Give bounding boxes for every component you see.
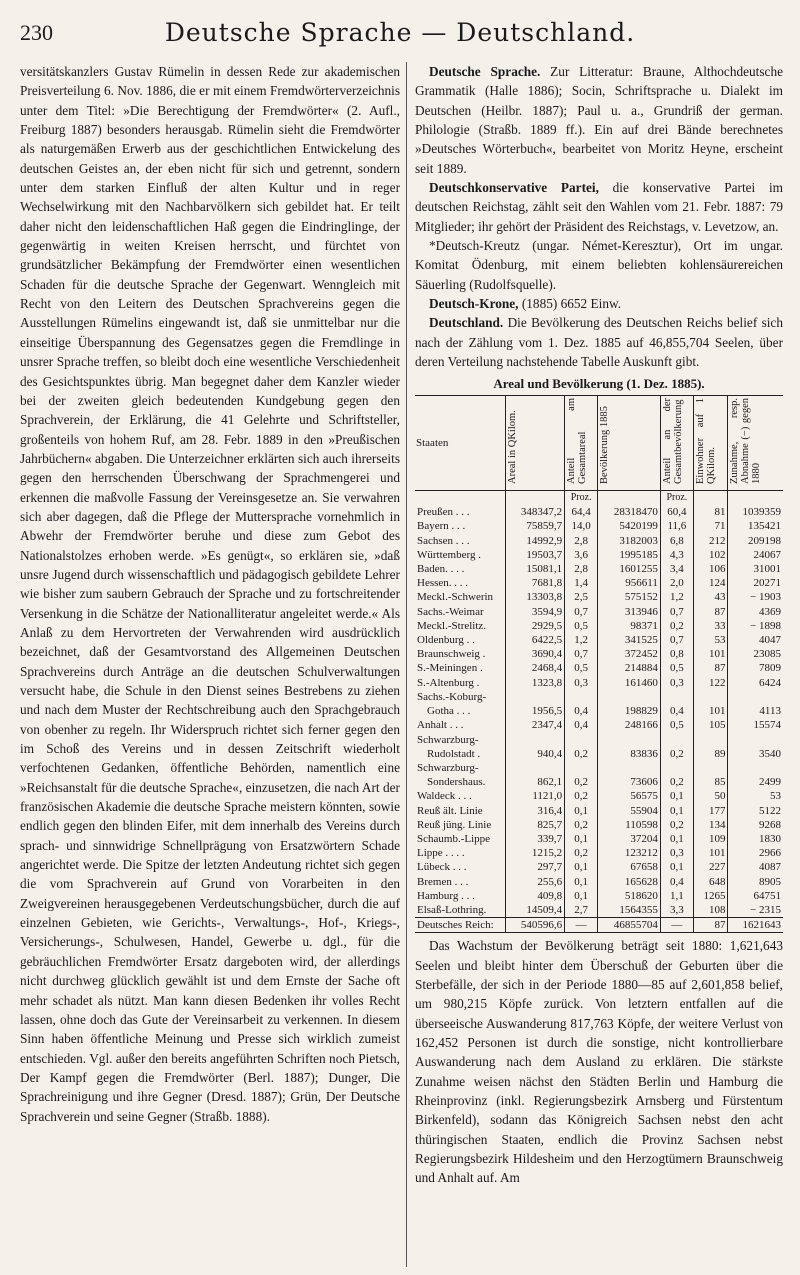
- table-cell: 31001: [728, 562, 783, 576]
- table-cell: 101: [693, 846, 728, 860]
- state-name-cell: Sachs.-Koburg-: [417, 690, 487, 703]
- table-cell: 0,3: [565, 676, 598, 690]
- table-cell: 106: [693, 562, 728, 576]
- col-header-zunahme: [728, 395, 783, 490]
- table-cell: 0,3: [660, 676, 693, 690]
- table-cell: 3690,4: [506, 647, 565, 661]
- table-cell: 214884: [598, 661, 661, 675]
- table-cell: 56575: [598, 789, 661, 803]
- table-cell: 3,6: [565, 548, 598, 562]
- table-cell: 2347,4: [506, 718, 565, 732]
- table-cell: 297,7: [506, 860, 565, 874]
- table-cell: 0,7: [660, 605, 693, 619]
- table-cell: 15574: [728, 718, 783, 732]
- page-header: [20, 14, 780, 54]
- state-name-cell: Schwarzburg-: [417, 733, 479, 746]
- table-cell: [728, 761, 783, 775]
- table-cell: [415, 491, 506, 506]
- table-cell: 53: [693, 633, 728, 647]
- table-cell: 1,1: [660, 889, 693, 903]
- table-row: [415, 718, 783, 732]
- table-cell: 209198: [728, 534, 783, 548]
- table-row: [415, 875, 783, 889]
- table-row: [415, 548, 783, 562]
- table-cell: 87: [693, 661, 728, 675]
- table-row: [415, 832, 783, 846]
- table-cell: Proz.: [565, 491, 598, 506]
- table-cell: 4369: [728, 605, 783, 619]
- state-name-cell: Schwarzburg-: [417, 761, 479, 774]
- table-cell: —: [565, 918, 598, 933]
- table-cell: 0,2: [660, 818, 693, 832]
- table-cell: 0,7: [660, 633, 693, 647]
- table-cell: 1,2: [660, 590, 693, 604]
- table-cell: 0,1: [565, 804, 598, 818]
- header-text: Bevölkerung 1885: [599, 405, 611, 484]
- state-name-cell: Deutsches Reich:: [415, 918, 506, 933]
- table-cell: 53: [728, 789, 783, 803]
- entry-deutsch-kreutz: [415, 236, 783, 294]
- table-cell: [598, 733, 661, 747]
- table-cell: 6424: [728, 676, 783, 690]
- table-cell: [506, 690, 565, 704]
- table-cell: 135421: [728, 519, 783, 533]
- entry-text: die konservative Partei im deutschen Reichstag, zählt seit den Wahlen vom 21. Febr. 1887: 79 Mitglieder; ihr gehört der Präsident des Reichstags, v. Levetzow, an.: [415, 180, 783, 234]
- table-cell: 87: [693, 918, 728, 933]
- table-row: [415, 761, 783, 775]
- table-row: [415, 519, 783, 533]
- column-divider: [406, 62, 407, 1267]
- table-cell: [693, 761, 728, 775]
- entry-deutschkonservative-partei: [415, 178, 783, 236]
- table-cell: 33: [693, 619, 728, 633]
- entry-text: (1885) 6652 Einw.: [518, 296, 622, 312]
- table-cell: 2,8: [565, 534, 598, 548]
- table-cell: 1601255: [598, 562, 661, 576]
- entry-head: Deutsch-Krone,: [429, 296, 519, 312]
- table-cell: 85: [693, 775, 728, 789]
- table-cell: 123212: [598, 846, 661, 860]
- entry-head: Deutschkonservative Partei,: [429, 180, 599, 196]
- table-cell: 1564355: [598, 903, 661, 918]
- entry-text: Die Bevölkerung des Deutschen Reichs belief sich nach der Zählung vom 1. Dez. 1885 auf 46,855,704 Seelen, über deren Verteilung nachstehende Tabelle Auskunft gibt.: [415, 315, 783, 370]
- entry-head: *Deutsch-Kreutz: [429, 238, 520, 254]
- table-cell: Proz.: [660, 491, 693, 506]
- table-cell: 1830: [728, 832, 783, 846]
- table-cell: 109: [693, 832, 728, 846]
- table-cell: [728, 491, 783, 506]
- table-cell: 89: [693, 747, 728, 761]
- table-cell: 19503,7: [506, 548, 565, 562]
- table-cell: 43: [693, 590, 728, 604]
- table-cell: 2,8: [565, 562, 598, 576]
- table-row: [415, 818, 783, 832]
- table-cell: 14992,9: [506, 534, 565, 548]
- state-name-cell: S.-Altenburg .: [417, 676, 480, 689]
- state-name-cell: Meckl.-Schwerin: [417, 591, 494, 604]
- table-row: [415, 804, 783, 818]
- table-cell: 4087: [728, 860, 783, 874]
- table-cell: [693, 690, 728, 704]
- table-cell: 227: [693, 860, 728, 874]
- state-name-cell: Braunschweig .: [417, 648, 486, 661]
- state-name-cell: Bayern . . .: [417, 520, 466, 533]
- table-cell: 0,1: [565, 889, 598, 903]
- table-cell: 15081,1: [506, 562, 565, 576]
- table-cell: 212: [693, 534, 728, 548]
- table-row: [415, 562, 783, 576]
- entry-deutschland: [415, 313, 783, 371]
- table-cell: 1215,2: [506, 846, 565, 860]
- table-cell: 105: [693, 718, 728, 732]
- table-cell: − 1903: [728, 590, 783, 604]
- table-cell: 0,2: [660, 775, 693, 789]
- table-cell: − 2315: [728, 903, 783, 918]
- page-number: 230: [20, 20, 53, 45]
- table-cell: 3,3: [660, 903, 693, 918]
- table-cell: 14509,4: [506, 903, 565, 918]
- table-cell: 87: [693, 605, 728, 619]
- state-name-cell: Reuß ält. Linie: [417, 804, 483, 817]
- table-row: [415, 860, 783, 874]
- col-header-einwohner: [693, 395, 728, 490]
- table-cell: 4113: [728, 704, 783, 718]
- table-cell: 28318470: [598, 505, 661, 519]
- table-cell: 83836: [598, 747, 661, 761]
- unit-row: [415, 491, 783, 506]
- entry-head: Deutsche Sprache.: [429, 64, 541, 79]
- state-name-cell: Hamburg . . .: [417, 889, 475, 902]
- left-column: [20, 62, 400, 1267]
- entry-deutsche-sprache: [415, 62, 783, 178]
- state-name-cell: Baden. . . .: [417, 563, 465, 576]
- population-table: [415, 395, 783, 934]
- table-cell: 0,1: [565, 832, 598, 846]
- table-cell: 0,4: [565, 718, 598, 732]
- table-cell: [598, 491, 661, 506]
- table-cell: —: [660, 918, 693, 933]
- table-cell: 64,4: [565, 505, 598, 519]
- table-cell: [693, 491, 728, 506]
- table-row: [415, 576, 783, 590]
- table-cell: 0,4: [660, 704, 693, 718]
- state-name-cell: Hessen. . . .: [417, 577, 469, 590]
- table-cell: 0,7: [565, 605, 598, 619]
- table-row: [415, 619, 783, 633]
- table-cell: [728, 733, 783, 747]
- table-total-row: [415, 918, 783, 933]
- right-column: [415, 62, 783, 1267]
- table-cell: 60,4: [660, 505, 693, 519]
- state-name-cell: Waldeck . . .: [417, 790, 472, 803]
- table-cell: 0,5: [660, 661, 693, 675]
- table-cell: 161460: [598, 676, 661, 690]
- table-cell: [565, 733, 598, 747]
- running-title: Deutsche Sprache — Deutschland.: [164, 18, 636, 47]
- table-cell: 1265: [693, 889, 728, 903]
- table-cell: [506, 761, 565, 775]
- table-cell: 0,3: [660, 846, 693, 860]
- table-row: [415, 889, 783, 903]
- table-cell: 5420199: [598, 519, 661, 533]
- table-cell: 1956,5: [506, 704, 565, 718]
- table-cell: 0,1: [565, 860, 598, 874]
- table-cell: 0,2: [565, 818, 598, 832]
- table-row: [415, 505, 783, 519]
- state-name-cell: Lübeck . . .: [417, 861, 467, 874]
- table-cell: 0,2: [660, 747, 693, 761]
- col-header-anteil-areal: [565, 395, 598, 490]
- state-name-cell: Preußen . . .: [417, 506, 470, 519]
- table-cell: 0,2: [660, 619, 693, 633]
- table-cell: 0,5: [565, 619, 598, 633]
- state-name-cell: Oldenburg . .: [417, 634, 475, 647]
- table-cell: 648: [693, 875, 728, 889]
- col-header-areal: [506, 395, 565, 490]
- table-header-row: [415, 395, 783, 490]
- table-cell: 518620: [598, 889, 661, 903]
- col-header-bevoelkerung: [598, 395, 661, 490]
- table-cell: 2,0: [660, 576, 693, 590]
- entry-text: (ungar. Német-Keresztur), Ort im ungar. Komitat Ödenburg, mit einem beliebten kohlensäurereichen Säuerling (Rudolfsquelle).: [415, 238, 783, 292]
- table-cell: 540596,6: [506, 918, 565, 933]
- table-cell: 55904: [598, 804, 661, 818]
- table-cell: 0,8: [660, 647, 693, 661]
- table-cell: [693, 733, 728, 747]
- table-cell: 6422,5: [506, 633, 565, 647]
- table-row: [415, 605, 783, 619]
- state-name-cell: Reuß jüng. Linie: [417, 818, 492, 831]
- table-cell: 0,2: [565, 747, 598, 761]
- table-cell: 1323,8: [506, 676, 565, 690]
- table-cell: 3540: [728, 747, 783, 761]
- table-cell: 0,1: [660, 789, 693, 803]
- table-cell: 940,4: [506, 747, 565, 761]
- table-cell: 134: [693, 818, 728, 832]
- table-cell: 4,3: [660, 548, 693, 562]
- table-cell: 409,8: [506, 889, 565, 903]
- table-cell: 73606: [598, 775, 661, 789]
- table-cell: 1,4: [565, 576, 598, 590]
- table-cell: 348347,2: [506, 505, 565, 519]
- table-cell: 0,1: [565, 875, 598, 889]
- state-name-cell: Anhalt . . .: [417, 719, 464, 732]
- table-cell: 1621643: [728, 918, 783, 933]
- table-cell: 198829: [598, 704, 661, 718]
- table-cell: 101: [693, 704, 728, 718]
- table-cell: 341525: [598, 633, 661, 647]
- body-paragraph: versitätskanzlers Gustav Rümelin in dessen Rede zur akademischen Preisverteilung 6. Nov. 1886, die er mit einem Fremdwörterverzeichnis unter dem Titel: »Die Berechtigung der Fremdwörter« (2. Aufl., Freiburg 1887) besonders herausgab. Rümelin sieht die Fremdwörter als naturgemäßen Erwerb aus der geschichtlichen Entwickelung des deutschen Geistes an, der eben nicht für sich und getrennt, sondern unter dem starken Einfluß der alten Kultur und in reger Wechselwirkung mit den Nachbarvölkern sich gebildet hat. Er teilt daher nicht den leidenschaftlichen Haß gegen die Eindringlinge, der gegenwärtig in weiten Kreisen herrscht, und fürchtet von grundsätzlicher Bekämpfung der Fremdwörter einen wesentlichen Schaden für die deutsche Sprache der Gegenwart. Wenngleich mit Recht von den Leitern des Deutschen Sprachvereins gegen die Ausstellungen Rümelins eingewandt ist, daß sie unmittelbar nur die einseitige Überspannung des Gegensatzes gegen die Fremdlinge in unsrer Sprache treffen, so bleibt doch eine wesentliche Verschiedenheit des Gesichtspunktes übrig. Man begegnet daher dem Kanzler wieder bei der zweiten gleich bedeutenden Kundgebung gegen den Sprachverein, der Erklärung, die 41 Gelehrte und Schriftsteller, großenteils von hohem Ruf, am 28. Febr. 1889 in den »Preußischen Jahrbüchern« abgaben. Die Unterzeichner erklärten sich auch ihrerseits gegen den herrschenden Überschwang der Sprachmengerei und erkennen die maßvolle Fassung der Vereinsgesetze an. Sie verwahren sich aber dagegen, daß die Pflege der Muttersprache vornehmlich in Abwehr der Fremdwörter beruhe und diese zum Gebot des Nationalstolzes erhoben werde. »Es genügt«, so erklären sie, »daß unsre Jugend durch wissenschaftlich und pädagogisch gebildete Lehrer wie bisher zum saubern Gebrauch der Sprache und zu fortschreitender Versenkung in die Schätze der Nationalliteratur angeleitet werde.« Als Anlaß zu dem Hervortreten der Verwahrenden wird ausdrücklich bezeichnet, daß der Gesamtvorstand des Allgemeinen Deutschen Sprachvereins durch Anträge an die deutschen Schulverwaltungen versucht habe, die Schule in den Dienst seines Bestrebens zu ziehen und nach dem Muster der Rechtschreibung auch den Sprachgebrauch von obenher zu regeln. Ihr Widerspruch richtet sich ferner gegen den im Schoß des Vereins und in dessen Zeitschrift wiederholt verfochtenen Gedanken, öffentliche Behörden, namentlich eine »Reichsanstalt für die deutsche Sprache«, einzusetzen, die nach Art der französischen Akademie die deutsche Sprache meistern könnten, sowie endlich gegen den blinden Eifer, mit dem innerhalb des Vereins durch sprach- und sinnwidrige Schnellprägung von Ersatzwörtern Schade angerichtet werde. Die Spitze der letzten Andeutung richtet sich gegen die vom Sprachverein auf Grund von Vorarbeiten in den Zweigvereinen herausgegebenen Verdeutschungsbücher, durch die auf einzelnen Gebieten, wie Gerichts-, Verwaltungs-, Hof-, Kriegs-, Versicherungs-, Schulwesen, Handel, Gewerbe u. dgl., für die gebräuchlichen Fremdwörter Ersatz dargeboten wird, der allerdings nicht durchweg glücklich gewählt ist und dem Ernste der Sache oft mehr schadet als nützt. Man kann diesen Bedenken ihr volles Recht lassen, ohne doch das Gute der Vereinsarbeit zu verkennen. In diesem Sinn haben öffentliche Meinung und Presse sich wirklich zumeist entschieden. Vgl. außer den bereits angeführten Schriften noch Pietsch, Der Kampf gegen die Fremdwörter (Berl. 1887); Dunger, Die Sprachreinigung und ihre Gegner (Dresd. 1887); Grün, Der Deutsche Sprachverein und seine Gegner (Straßb. 1888).: [20, 64, 400, 1124]
- col-header-staaten: Staaten: [415, 395, 506, 490]
- table-row: [415, 846, 783, 860]
- table-cell: [506, 733, 565, 747]
- table-cell: 102: [693, 548, 728, 562]
- table-row: [415, 789, 783, 803]
- state-name-cell: Schaumb.-Lippe: [417, 832, 491, 845]
- table-cell: 67658: [598, 860, 661, 874]
- table-cell: 0,2: [565, 846, 598, 860]
- table-cell: 124: [693, 576, 728, 590]
- table-cell: 8905: [728, 875, 783, 889]
- table-row: [415, 590, 783, 604]
- table-row: [415, 661, 783, 675]
- table-cell: 2966: [728, 846, 783, 860]
- table-cell: 3,4: [660, 562, 693, 576]
- header-text: Areal in QKilom.: [507, 410, 518, 484]
- table-cell: 3182003: [598, 534, 661, 548]
- table-cell: 1995185: [598, 548, 661, 562]
- table-row: [415, 903, 783, 918]
- table-cell: 0,1: [660, 804, 693, 818]
- table-cell: 14,0: [565, 519, 598, 533]
- state-name-cell: S.-Meiningen .: [417, 662, 483, 675]
- entry-head: Deutschland.: [429, 315, 504, 331]
- table-cell: 0,2: [565, 775, 598, 789]
- table-cell: 2499: [728, 775, 783, 789]
- table-cell: 862,1: [506, 775, 565, 789]
- table-cell: 7681,8: [506, 576, 565, 590]
- table-cell: 9268: [728, 818, 783, 832]
- header-text: Anteil am Gesamtareal: [566, 397, 589, 484]
- header-text: Einwohner auf 1 QKilom.: [694, 397, 717, 484]
- table-cell: 313946: [598, 605, 661, 619]
- table-row: [415, 704, 783, 718]
- table-cell: 248166: [598, 718, 661, 732]
- table-cell: 316,4: [506, 804, 565, 818]
- table-cell: 20271: [728, 576, 783, 590]
- table-row: [415, 775, 783, 789]
- table-cell: 372452: [598, 647, 661, 661]
- table-cell: 46855704: [598, 918, 661, 933]
- table-cell: 825,7: [506, 818, 565, 832]
- entry-deutsch-krone: [415, 294, 783, 313]
- table-cell: 75859,7: [506, 519, 565, 533]
- table-cell: 255,6: [506, 875, 565, 889]
- body-paragraph: Das Wachstum der Bevölkerung beträgt seit 1880: 1,621,643 Seelen und bleibt hinter dem Überschuß der Geburten über die Sterbefälle, der sich in der Periode 1880—85 auf 2,601,858 belief, um 980,215 Köpfe zurück. Von letztern entfallen auf die überseeische Auswanderung 817,763 Köpfe, der weitere Verlust von 162,452 Personen ist durch die sonstige, nicht kontrollierbare Auswanderung nach dem Ausland zu erklären. Die stärkste Zunahme weisen nächst den Städten Berlin und Hamburg die Rheinprovinz (inkl. Regierungsbezirk Arnsberg und Fürstentum Birkenfeld), sodann das Königreich Sachsen nebst den acht thüringischen Staaten, endlich die Provinz Sachsen nebst Regierungsbezirk Hildesheim und den Herzogtümern Braunschweig und Anhalt auf. Am: [415, 938, 783, 1186]
- table-cell: 0,4: [660, 875, 693, 889]
- table-cell: 5122: [728, 804, 783, 818]
- table-cell: 956611: [598, 576, 661, 590]
- state-name-cell: Bremen . . .: [417, 875, 469, 888]
- table-cell: 0,1: [660, 860, 693, 874]
- table-cell: 0,5: [660, 718, 693, 732]
- table-cell: 575152: [598, 590, 661, 604]
- table-cell: 1,2: [565, 633, 598, 647]
- table-cell: [506, 491, 565, 506]
- table-cell: 98371: [598, 619, 661, 633]
- table-cell: 0,5: [565, 661, 598, 675]
- state-name-cell: Gotha . . .: [427, 705, 471, 718]
- table-cell: 64751: [728, 889, 783, 903]
- table-cell: 81: [693, 505, 728, 519]
- table-caption: Areal und Bevölkerung (1. Dez. 1885).: [493, 375, 705, 391]
- table-cell: 13303,8: [506, 590, 565, 604]
- table-row: [415, 633, 783, 647]
- table-row: [415, 676, 783, 690]
- table-cell: [565, 761, 598, 775]
- state-name-cell: Württemberg .: [417, 548, 481, 561]
- entry-text: Zur Litteratur: Braune, Althochdeutsche Grammatik (Halle 1886); Socin, Schriftsprache u. Dialekt im Deutschen (Heilbr. 1887); Paul u. a., Grundriß der german. Philologie (Straßb. 1889 ff.). Ein auf drei Bände berechnetes »Deutsches Wörterbuch«, bearbeitet von Moritz Heyne, erscheint seit 1889.: [415, 64, 783, 176]
- table-cell: 177: [693, 804, 728, 818]
- table-cell: 50: [693, 789, 728, 803]
- table-cell: 1039359: [728, 505, 783, 519]
- table-cell: 6,8: [660, 534, 693, 548]
- table-cell: 4047: [728, 633, 783, 647]
- table-row: [415, 647, 783, 661]
- state-name-cell: Rudolstadt .: [427, 747, 481, 760]
- col-header-anteil-bev: [660, 395, 693, 490]
- table-cell: [598, 690, 661, 704]
- table-row: [415, 747, 783, 761]
- table-cell: [598, 761, 661, 775]
- table-cell: 2,7: [565, 903, 598, 918]
- table-row: [415, 534, 783, 548]
- table-cell: 37204: [598, 832, 661, 846]
- table-cell: 2,5: [565, 590, 598, 604]
- table-cell: 0,7: [565, 647, 598, 661]
- table-cell: 122: [693, 676, 728, 690]
- table-cell: 101: [693, 647, 728, 661]
- state-name-cell: Sachs.-Weimar: [417, 605, 484, 618]
- table-row: [415, 690, 783, 704]
- state-name-cell: Sachsen . . .: [417, 534, 470, 547]
- table-cell: 0,2: [565, 789, 598, 803]
- header-text: Zunahme, resp. Abnahme (−) gegen 1880: [729, 397, 763, 484]
- table-cell: [660, 761, 693, 775]
- state-name-cell: Elsaß-Lothring.: [417, 903, 487, 916]
- table-body: [415, 491, 783, 933]
- table-cell: 23085: [728, 647, 783, 661]
- table-cell: 108: [693, 903, 728, 918]
- table-cell: 110598: [598, 818, 661, 832]
- table-cell: 339,7: [506, 832, 565, 846]
- table-cell: 71: [693, 519, 728, 533]
- header-text: Anteil an der Gesamtbevölkerung: [661, 397, 684, 484]
- table-cell: 1121,0: [506, 789, 565, 803]
- table-row: [415, 733, 783, 747]
- table-cell: 0,1: [660, 832, 693, 846]
- table-cell: 3594,9: [506, 605, 565, 619]
- table-cell: [728, 690, 783, 704]
- state-name-cell: Meckl.-Strelitz.: [417, 619, 487, 632]
- table-cell: 0,4: [565, 704, 598, 718]
- table-cell: 24067: [728, 548, 783, 562]
- table-cell: − 1898: [728, 619, 783, 633]
- table-cell: [660, 733, 693, 747]
- table-cell: 165628: [598, 875, 661, 889]
- table-cell: 11,6: [660, 519, 693, 533]
- table-cell: 7809: [728, 661, 783, 675]
- table-cell: [660, 690, 693, 704]
- state-name-cell: Lippe . . . .: [417, 847, 465, 860]
- table-cell: 2468,4: [506, 661, 565, 675]
- table-cell: 2929,5: [506, 619, 565, 633]
- table-cell: [565, 690, 598, 704]
- state-name-cell: Sondershaus.: [427, 776, 486, 789]
